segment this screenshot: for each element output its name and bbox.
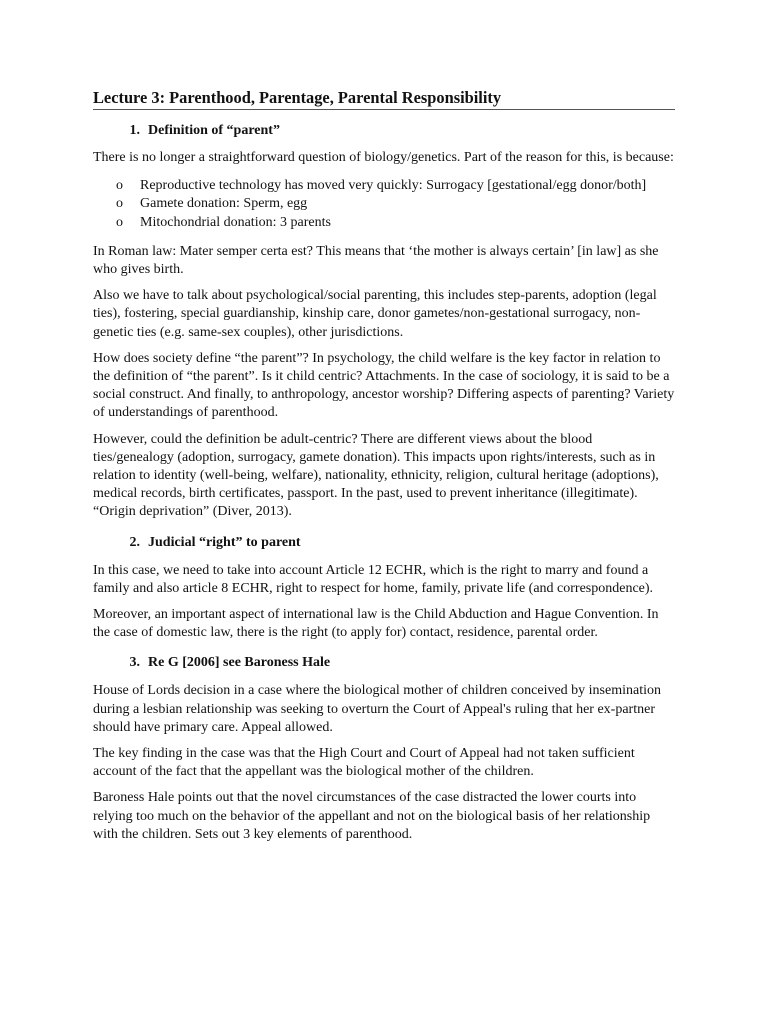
bullet-marker: o bbox=[116, 214, 123, 230]
section-number: 2. bbox=[129, 534, 140, 550]
list-item bbox=[93, 195, 675, 213]
paragraph: Baroness Hale points out that the novel circumstances of the case distracted the lower courts into relying too much on the behavior of the appellant and not on the biological basis of her relationship with the children. Sets out 3 key elements of parenthood. bbox=[93, 790, 651, 842]
paragraph: There is no longer a straightforward question of biology/genetics. Part of the reason for this, is because: bbox=[93, 150, 674, 165]
paragraph: However, could the definition be adult-centric? There are different views about the blood ties/genealogy (adoption, surrogacy, gamete donation). This impacts upon rights/interests, such as in relation to identity (well-being, welfare), nationality, ethnicity, religion, cultural heritage (adoptions), medical records, birth certificates, passport. In the past, used to prevent inheritance (illegitimate). “Origin deprivation” (Diver, 2013). bbox=[93, 431, 659, 520]
paragraph: In this case, we need to take into account Article 12 ECHR, which is the right to marry and found a family and also article 8 ECHR, right to respect for home, family, private life (and correspondence). bbox=[93, 562, 654, 596]
paragraph: How does society define “the parent”? In psychology, the child welfare is the key factor in relation to the definition of “the parent”. Is it child centric? Attachments. In the case of sociology, it is said to be a social construct. And finally, to anthropology, ancestor worship? Differing aspects of parenting? Variety of understandings of parenthood. bbox=[93, 350, 675, 421]
paragraph: The key finding in the case was that the High Court and Court of Appeal had not taken sufficient account of the fact that the appellant was the biological mother of the children. bbox=[93, 746, 635, 780]
list-item-text: Reproductive technology has moved very quickly: Surrogacy [gestational/egg donor/both] bbox=[140, 178, 647, 194]
paragraph: In Roman law: Mater semper certa est? This means that ‘the mother is always certain’ [in law] as she who gives birth. bbox=[93, 243, 659, 278]
section-title: Re G [2006] see Baroness Hale bbox=[148, 655, 331, 671]
section-title: Judicial “right” to parent bbox=[148, 534, 301, 550]
list-item-text: Mitochondrial donation: 3 parents bbox=[140, 214, 331, 230]
bullet-marker: o bbox=[116, 178, 123, 194]
section-heading-2 bbox=[93, 534, 675, 551]
section-number: 3. bbox=[129, 655, 140, 671]
section-number: 1. bbox=[129, 123, 140, 138]
paragraph: Moreover, an important aspect of international law is the Child Abduction and Hague Convention. In the case of domestic law, there is the right (to apply for) contact, residence, parental order. bbox=[93, 607, 659, 641]
list-item bbox=[93, 177, 675, 195]
section-title: Definition of “parent” bbox=[148, 123, 280, 138]
paragraph: Also we have to talk about psychological/social parenting, this includes step-parents, adoption (legal ties), fostering, special guardianship, kinship care, donor gametes/non-gestational surrogacy, non-genetic ties (e.g. same-sex couples), other jurisdictions. bbox=[93, 288, 657, 340]
paragraph: House of Lords decision in a case where the biological mother of children conceived by insemination during a lesbian relationship was seeking to overturn the Court of Appeal's ruling that her ex-partner should have primary care. Appeal allowed. bbox=[93, 683, 661, 735]
list-item-text: Gamete donation: Sperm, egg bbox=[140, 196, 308, 212]
bullet-list bbox=[93, 177, 675, 232]
document-title: Lecture 3: Parenthood, Parentage, Parental Responsibility bbox=[93, 88, 675, 110]
document-page bbox=[93, 88, 675, 844]
section-heading-1 bbox=[93, 122, 675, 139]
section-heading-3 bbox=[93, 654, 675, 671]
list-item bbox=[93, 214, 675, 232]
bullet-marker: o bbox=[116, 196, 123, 212]
